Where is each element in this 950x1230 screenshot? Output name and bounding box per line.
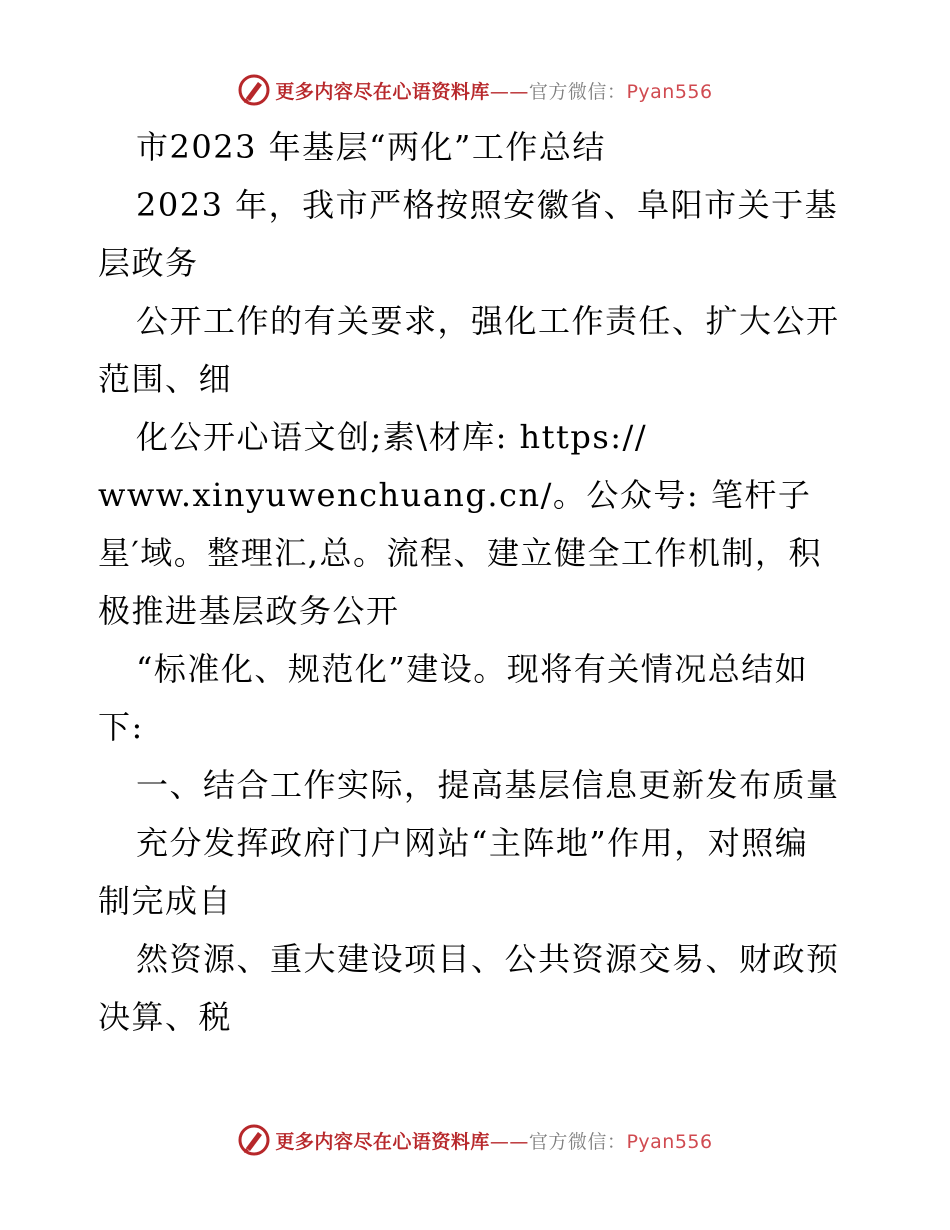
text-line: 星′域。整理汇,总。流程、建立健全工作机制，积 [98, 534, 822, 572]
watermark-text [275, 77, 712, 104]
text-line: 范围、细 [98, 360, 233, 398]
text-line: 极推进基层政务公开 [98, 592, 400, 630]
watermark-segment1: 更多内容尽在心语资料库 [275, 80, 490, 103]
text-line: 层政务 [98, 244, 199, 282]
watermark-dash: —— [489, 1130, 529, 1153]
text-line: 下: [98, 708, 144, 746]
watermark-banner-top [0, 70, 950, 110]
watermark-banner-bottom [0, 1120, 950, 1160]
watermark-segment1: 更多内容尽在心语资料库 [275, 1130, 490, 1153]
pen-logo-icon [237, 73, 271, 107]
text-line: 化公开心语文创;素\材库: https:// [136, 418, 648, 456]
text-line: 充分发挥政府门户网站“主阵地”作用，对照编 [136, 824, 809, 862]
text-line: 制完成自 [98, 882, 233, 920]
text-line: 然资源、重大建设项目、公共资源交易、财政预 [136, 940, 840, 978]
text-line: 2023 年，我市严格按照安徽省、阜阳市关于基 [136, 186, 839, 224]
text-line: 公开工作的有关要求，强化工作责任、扩大公开 [136, 302, 840, 340]
watermark-segment2: 官方微信： [528, 80, 627, 103]
section-heading: 一、结合工作实际，提高基层信息更新发布质量 [136, 766, 840, 804]
document-title: 市2023 年基层“两化”工作总结 [136, 128, 606, 166]
watermark-dash: —— [489, 80, 529, 103]
text-line: 决算、税 [98, 998, 233, 1036]
watermark-segment2: 官方微信： [528, 1130, 627, 1153]
watermark-wechat-id: Pyan556 [626, 80, 713, 103]
pen-logo-icon [237, 1123, 271, 1157]
text-line: “标准化、规范化”建设。现将有关情况总结如 [136, 650, 809, 688]
watermark-text [275, 1127, 712, 1154]
watermark-wechat-id: Pyan556 [626, 1130, 713, 1153]
text-line: www.xinyuwenchuang.cn/。公众号: 笔杆子 [98, 476, 812, 514]
